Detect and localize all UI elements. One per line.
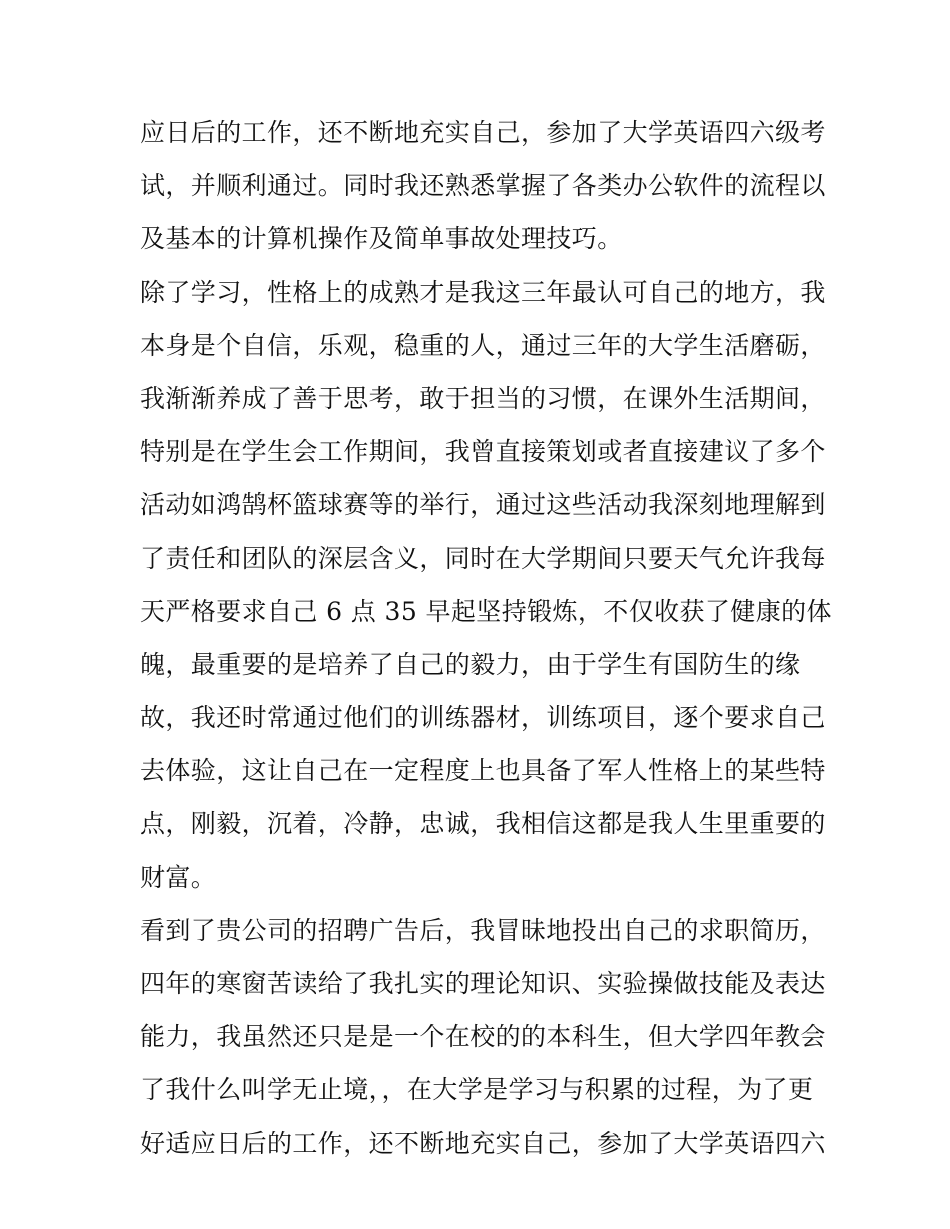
- text-line: 本身是个自信，乐观，稳重的人，通过三年的大学生活磨砺，: [140, 330, 826, 360]
- text-line: 及基本的计算机操作及简单事故处理技巧。: [140, 224, 623, 254]
- text-line: 财富。: [140, 862, 217, 892]
- text-line: 了责任和团队的深层含义，同时在大学期间只要天气允许我每: [140, 543, 826, 573]
- text-line: 去体验，这让自己在一定程度上也具备了军人性格上的某些特: [140, 756, 826, 786]
- text-line: 四年的寒窗苦读给了我扎实的理论知识、实验操做技能及表达: [140, 969, 826, 998]
- text-line: 魄，最重要的是培养了自己的毅力，由于学生有国防生的缘: [140, 649, 801, 679]
- text-line: 看到了贵公司的招聘广告后，我冒昧地投出自己的求职简历，: [140, 915, 826, 945]
- text-line: 活动如鸿鹄杯篮球赛等的举行，通过这些活动我深刻地理解到: [140, 490, 826, 520]
- text-line: 应日后的工作，还不断地充实自己，参加了大学英语四六级考: [140, 118, 826, 147]
- text-line: 点，刚毅，沉着，冷静，忠诚，我相信这都是我人生里重要的: [140, 809, 826, 839]
- text-line: 特别是在学生会工作期间，我曾直接策划或者直接建议了多个: [140, 437, 826, 467]
- text-line: 了我什么叫学无止境，，在大学是学习与积累的过程，为了更: [140, 1075, 814, 1105]
- text-line: 我渐渐养成了善于思考，敢于担当的习惯，在课外生活期间，: [140, 383, 826, 413]
- body-text: [140, 106, 830, 1170]
- text-line: 试，并顺利通过。同时我还熟悉掌握了各类办公软件的流程以: [140, 171, 826, 201]
- text-line: 天严格要求自己 6 点 35 早起坚持锻炼，不仅收获了健康的体: [140, 596, 832, 626]
- text-line: 故，我还时常通过他们的训练器材，训练项目，逐个要求自己: [140, 703, 826, 733]
- text-line: 好适应日后的工作，还不断地充实自己，参加了大学英语四六: [140, 1128, 826, 1158]
- text-line: 能力，我虽然还只是是一个在校的的本科生，但大学四年教会: [140, 1022, 826, 1052]
- text-line: 除了学习，性格上的成熟才是我这三年最认可自己的地方，我: [140, 277, 826, 307]
